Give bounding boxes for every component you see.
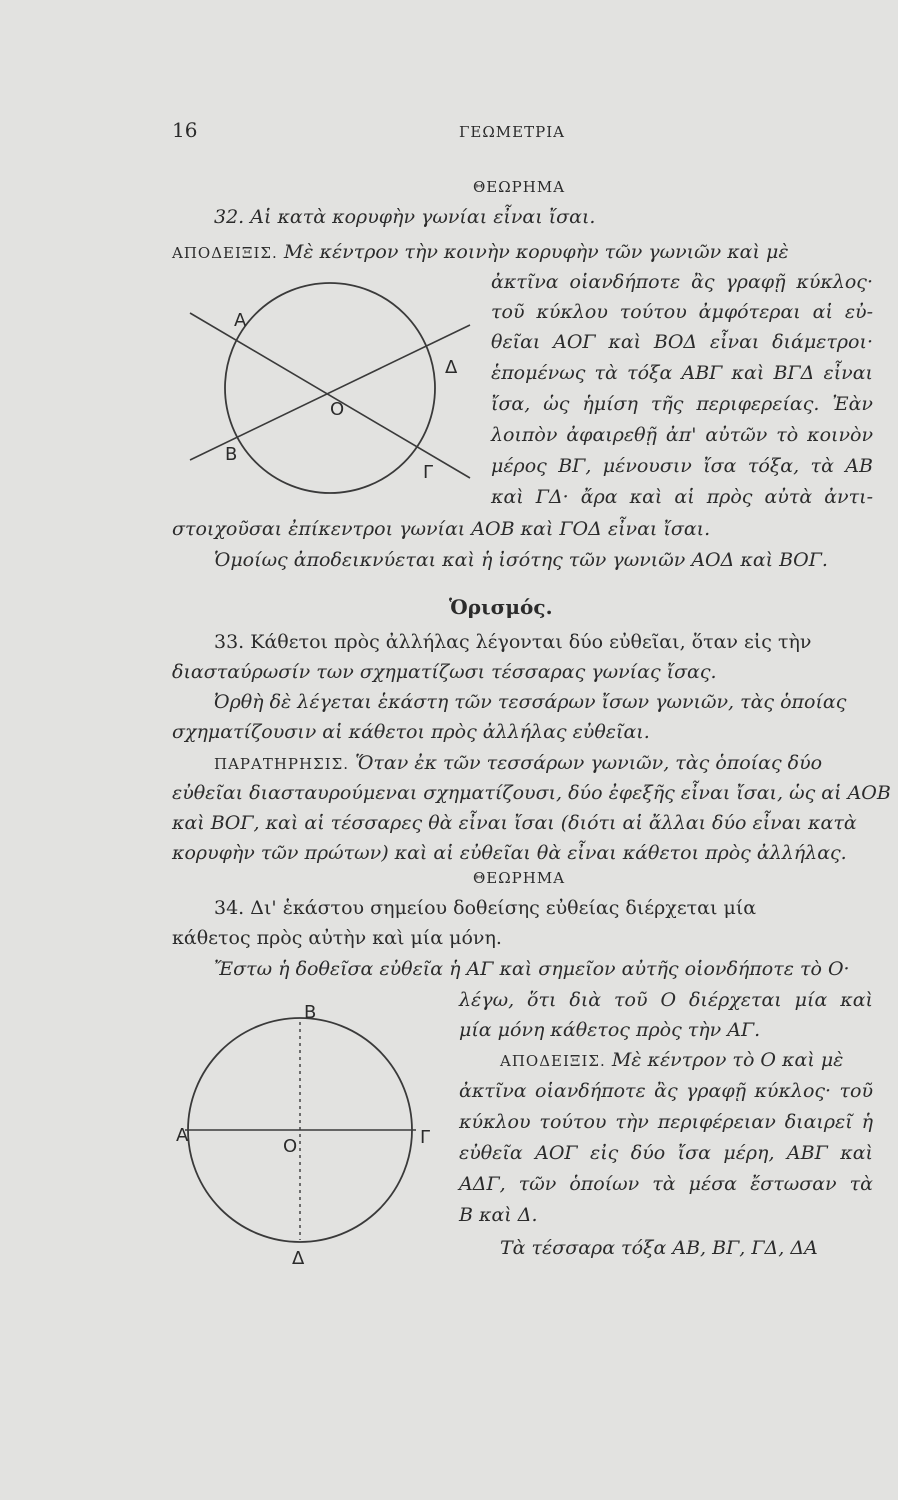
perpendicular-figure	[170, 1000, 460, 1285]
label-D: Δ	[445, 357, 458, 378]
proof-line: Μὲ κέντρον τὸ Ο καὶ μὲ	[611, 1049, 844, 1071]
label-B: Β	[304, 1002, 317, 1023]
theorem-line: μία μόνη κάθετος πρὸς τὴν ΑΓ.	[459, 1019, 761, 1041]
vertical-angles-figure	[180, 280, 480, 510]
proof-line: στοιχοῦσαι ἐπίκεντροι γωνίαι ΑΟΒ καὶ ΓΟΔ εἶναι ἴσαι.	[172, 518, 711, 540]
definition-line: 33. Κάθετοι πρὸς ἀλλήλας λέγονται δύο εὐθεῖαι, ὅταν εἰς τὴν	[214, 631, 812, 653]
proof-first-line	[172, 240, 873, 265]
definition-line: Ὀρθὴ δὲ λέγεται ἑκάστη τῶν τεσσάρων ἴσων γωνιῶν, τὰς ὁποίας	[214, 691, 847, 713]
label-G: Γ	[423, 462, 434, 483]
theorem-heading: ΘΕΩΡΗΜΑ	[473, 869, 566, 887]
proof-line: ἑπομένως τὰ τόξα ΑΒΓ καὶ ΒΓΔ εἶναι	[491, 362, 873, 384]
proof-line: Β καὶ Δ.	[459, 1204, 538, 1226]
proof-line: κύκλου τούτου τὴν περιφέρειαν διαιρεῖ ἡ	[459, 1111, 873, 1133]
definition-line: διασταύρωσίν των σχηματίζωσι τέσσαρας γωνίας ἴσας.	[172, 661, 717, 683]
proof-line: Ὁμοίως ἀποδεικνύεται καὶ ἡ ἰσότης τῶν γωνιῶν ΑΟΔ καὶ ΒΟΓ.	[214, 549, 828, 571]
label-G: Γ	[420, 1127, 431, 1148]
label-D: Δ	[292, 1248, 305, 1269]
proof-line: ἴσα, ὡς ἡμίση τῆς περιφερείας. Ἐὰν	[491, 393, 873, 415]
proof-line: θεῖαι ΑΟΓ καὶ ΒΟΔ εἶναι διάμετροι·	[491, 331, 873, 353]
proof-line: μέρος ΒΓ, μένουσιν ἴσα τόξα, τὰ ΑΒ	[491, 455, 873, 477]
proof-line: ΑΔΓ, τῶν ὁποίων τὰ μέσα ἔστωσαν τὰ	[459, 1173, 873, 1195]
proof-line: ἀκτῖνα οἱανδήποτε ἂς γραφῇ κύκλος·	[491, 271, 873, 293]
theorem-line: Ἔστω ἡ δοθεῖσα εὐθεῖα ἡ ΑΓ καὶ σημεῖον αὐτῆς οἱονδήποτε τὸ Ο·	[214, 958, 850, 980]
remark-label: ΠΑΡΑΤΗΡΗΣΙΣ.	[214, 755, 350, 773]
remark-first-line	[214, 751, 822, 776]
line-BOD	[190, 325, 470, 460]
theorem-line: λέγω, ὅτι διὰ τοῦ Ο διέρχεται μία καὶ	[459, 989, 873, 1011]
theorem-statement: κάθετος πρὸς αὐτὴν καὶ μία μόνη.	[172, 927, 502, 949]
proof-line: εὐθεῖα ΑΟΓ εἰς δύο ἴσα μέρη, ΑΒΓ καὶ	[459, 1142, 873, 1164]
theorem-statement: 32. Αἱ κατὰ κορυφὴν γωνίαι εἶναι ἴσαι.	[214, 206, 596, 228]
definition-heading: Ὁρισμός.	[449, 595, 553, 619]
label-O: Ο	[330, 399, 345, 420]
proof-line: καὶ ΓΔ· ἄρα καὶ αἱ πρὸς αὐτὰ ἀντι-	[491, 486, 873, 508]
label-O: Ο	[283, 1136, 298, 1157]
theorem-heading: ΘΕΩΡΗΜΑ	[473, 178, 566, 196]
proof-label: ΑΠΟΔΕΙΞΙΣ.	[172, 244, 278, 262]
running-title: ΓΕΩΜΕΤΡΙΑ	[459, 123, 565, 141]
circle	[225, 283, 435, 493]
proof-first-line	[500, 1048, 843, 1073]
remark-line: Ὅταν ἐκ τῶν τεσσάρων γωνιῶν, τὰς ὁποίας δύο	[355, 752, 823, 774]
theorem-statement: 34. Δι' ἑκάστου σημείου δοθείσης εὐθείας διέρχεται μία	[214, 897, 757, 919]
remark-line: καὶ ΒΟΓ, καὶ αἱ τέσσαρες θὰ εἶναι ἴσαι (διότι αἱ ἄλλαι δύο εἶναι κατὰ	[172, 812, 857, 834]
proof-line: τοῦ κύκλου τούτου ἀμφότεραι αἱ εὐ-	[491, 301, 873, 323]
proof-line: Μὲ κέντρον τὴν κοινὴν κορυφὴν τῶν γωνιῶν καὶ μὲ	[283, 241, 789, 263]
proof-line: λοιπὸν ἀφαιρεθῇ ἀπ' αὐτῶν τὸ κοινὸν	[491, 424, 873, 446]
label-A: Α	[176, 1125, 189, 1146]
label-A: Α	[234, 310, 247, 331]
remark-line: κορυφὴν τῶν πρώτων) καὶ αἱ εὐθεῖαι θὰ εἶναι κάθετοι πρὸς ἀλλήλας.	[172, 842, 847, 864]
label-B: Β	[225, 444, 238, 465]
proof-line: Τὰ τέσσαρα τόξα ΑΒ, ΒΓ, ΓΔ, ΔΑ	[500, 1237, 818, 1259]
definition-line: σχηματίζουσιν αἱ κάθετοι πρὸς ἀλλήλας εὐθεῖαι.	[172, 721, 650, 743]
proof-line: ἀκτῖνα οἱανδήποτε ἂς γραφῇ κύκλος· τοῦ	[459, 1080, 873, 1102]
page-number: 16	[172, 118, 198, 142]
proof-label: ΑΠΟΔΕΙΞΙΣ.	[500, 1052, 606, 1070]
remark-line: εὐθεῖαι διασταυρούμεναι σχηματίζουσι, δύο ἐφεξῆς εἶναι ἴσαι, ὡς αἱ ΑΟΒ	[172, 782, 891, 804]
